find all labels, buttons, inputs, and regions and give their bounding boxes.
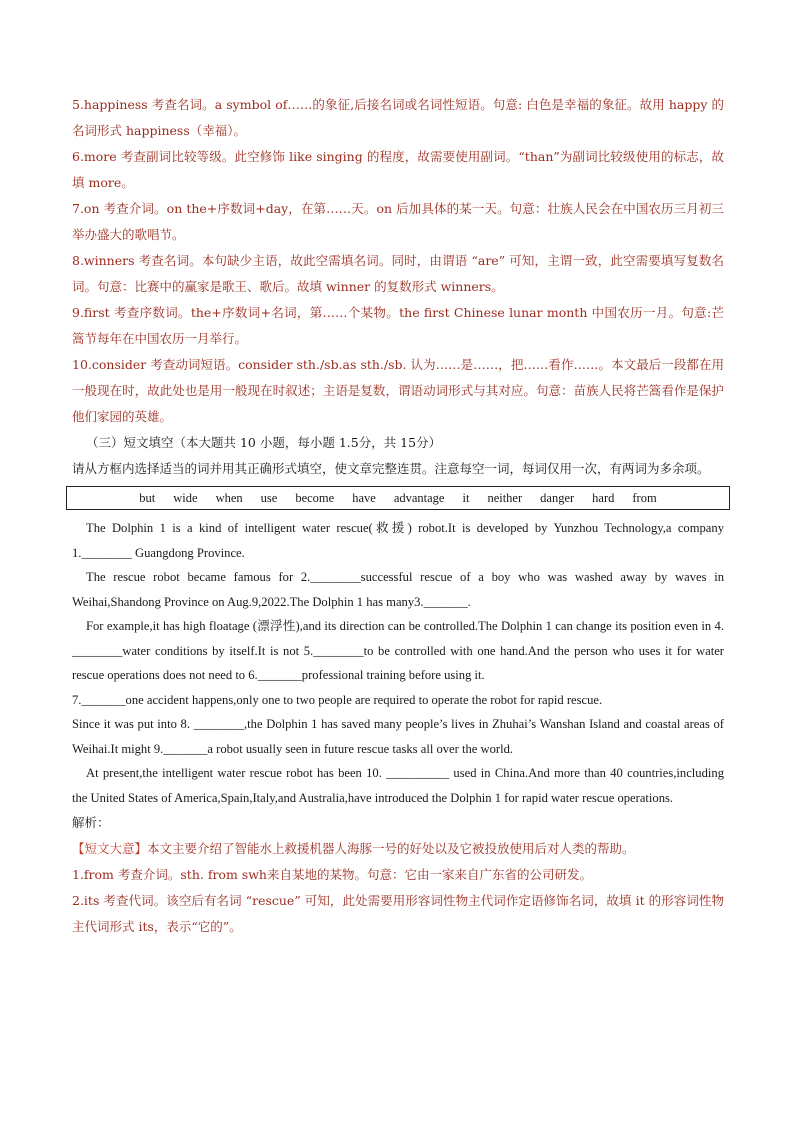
answer-8: 8.winners 考查名词。本句缺少主语，故此空需填名词。同时，由谓语 “are” 可知，主谓一致，此空需要填写复数名词。句意：比赛中的赢家是歌王、歌后。故填 winner 的复数形式 winners。 (72, 253, 724, 294)
document-page (72, 92, 724, 940)
word-box-item: become (295, 490, 335, 505)
answer-5: 5.happiness 考查名词。a symbol of……的象征,后接名词或名词性短语。句意: 白色是幸福的象征。故用 happy 的名词形式 happiness（幸福）。 (72, 97, 724, 138)
analysis-label: 解析： (72, 815, 110, 830)
answer-10: 10.consider 考查动词短语。consider sth./sb.as sth./sb. 认为……是……，把……看作……。本文最后一段都在用一般现在时，故此处也是用一般现在时叙述；主语是复数，谓语动词形式与其对应。句意：苗族人民将芒篙看作是保护他们家园的英雄。 (72, 357, 724, 424)
word-box-item: when (215, 490, 243, 505)
word-box-item: but (139, 490, 156, 505)
answer-6: 6.more 考查副词比较等级。此空修饰 like singing 的程度，故需要使用副词。“than”为副词比较级使用的标志，故填 more。 (72, 149, 724, 190)
word-box-item: wide (173, 490, 198, 505)
passage-paragraph: The rescue robot became famous for 2.________successful rescue of a boy who was washed away by waves in Weihai,Shandong Province on Aug.9,2022.The Dolphin 1 has many3._______. (72, 570, 724, 609)
passage-paragraph: 7._______one accident happens,only one to two people are required to operate the robot for rapid rescue. (72, 692, 603, 707)
word-box-item: hard (592, 490, 615, 505)
passage-paragraph: At present,the intelligent water rescue robot has been 10. __________ used in China.And more than 40 countries,including the United States of America,Spain,Italy,and Australia,have introduced the Dolphin 1 for rapid water rescue operations. (72, 766, 724, 805)
passage-paragraph: The Dolphin 1 is a kind of intelligent water rescue(救援) robot.It is developed by Yunzhou Technology,a company 1.________ Guangdong Province. (72, 521, 724, 560)
answer-1: 1.from 考查介词。sth. from swh来自某地的某物。句意：它由一家来自广东省的公司研发。 (72, 867, 592, 882)
word-box-item: have (352, 490, 376, 505)
word-box-item: use (260, 490, 278, 505)
answers-bottom (72, 862, 724, 940)
word-box-item: advantage (393, 490, 445, 505)
passage-paragraph: For example,it has high floatage (漂浮性),and its direction can be controlled.The Dolphin 1 can change its position even in 4. ________water conditions by itself.It is not 5.________to be controlled with one hand.And the person who uses it for water rescue operations does not need to 6._______professional training before using it. (72, 619, 724, 682)
word-box-item: from (632, 490, 657, 505)
passage (72, 516, 724, 810)
answer-9: 9.first 考查序数词。the+序数词+名词，第……个某物。the first Chinese lunar month 中国农历一月。句意:芒篙节每年在中国农历一月举行。 (72, 305, 724, 346)
instruction: 请从方框内选择适当的词并用其正确形式填空，使文章完整连贯。注意每空一词，每词仅用一次，有两词为多余项。 (72, 461, 710, 476)
word-box-item: neither (487, 490, 523, 505)
word-box-item: danger (540, 490, 575, 505)
summary (72, 836, 724, 862)
summary-text: 本文主要介绍了智能水上救援机器人海豚一号的好处以及它被投放使用后对人类的帮助。 (147, 841, 635, 856)
word-box-item: it (462, 490, 470, 505)
answers-top (72, 92, 724, 430)
answer-7: 7.on 考查介词。on the+序数词+day，在第……天。on 后加具体的某一天。句意：壮族人民会在中国农历三月初三举办盛大的歌唱节。 (72, 201, 724, 242)
section-heading: （三）短文填空（本大题共 10 小题，每小题 1.5分，共 15分） (86, 435, 442, 450)
passage-paragraph: Since it was put into 8. ________,the Dolphin 1 has saved many people’s lives in Zhuhai’s Wanshan Island and coastal areas of Weihai.It might 9._______a robot usually seen in future rescue tasks all over the world. (72, 717, 724, 756)
answer-2: 2.its 考查代词。该空后有名词 “rescue” 可知，此处需要用形容词性物主代词作定语修饰名词，故填 it 的形容词性物主代词形式 its，表示“它的”。 (72, 893, 724, 934)
summary-label: 【短文大意】 (72, 841, 148, 856)
word-box (66, 486, 730, 510)
